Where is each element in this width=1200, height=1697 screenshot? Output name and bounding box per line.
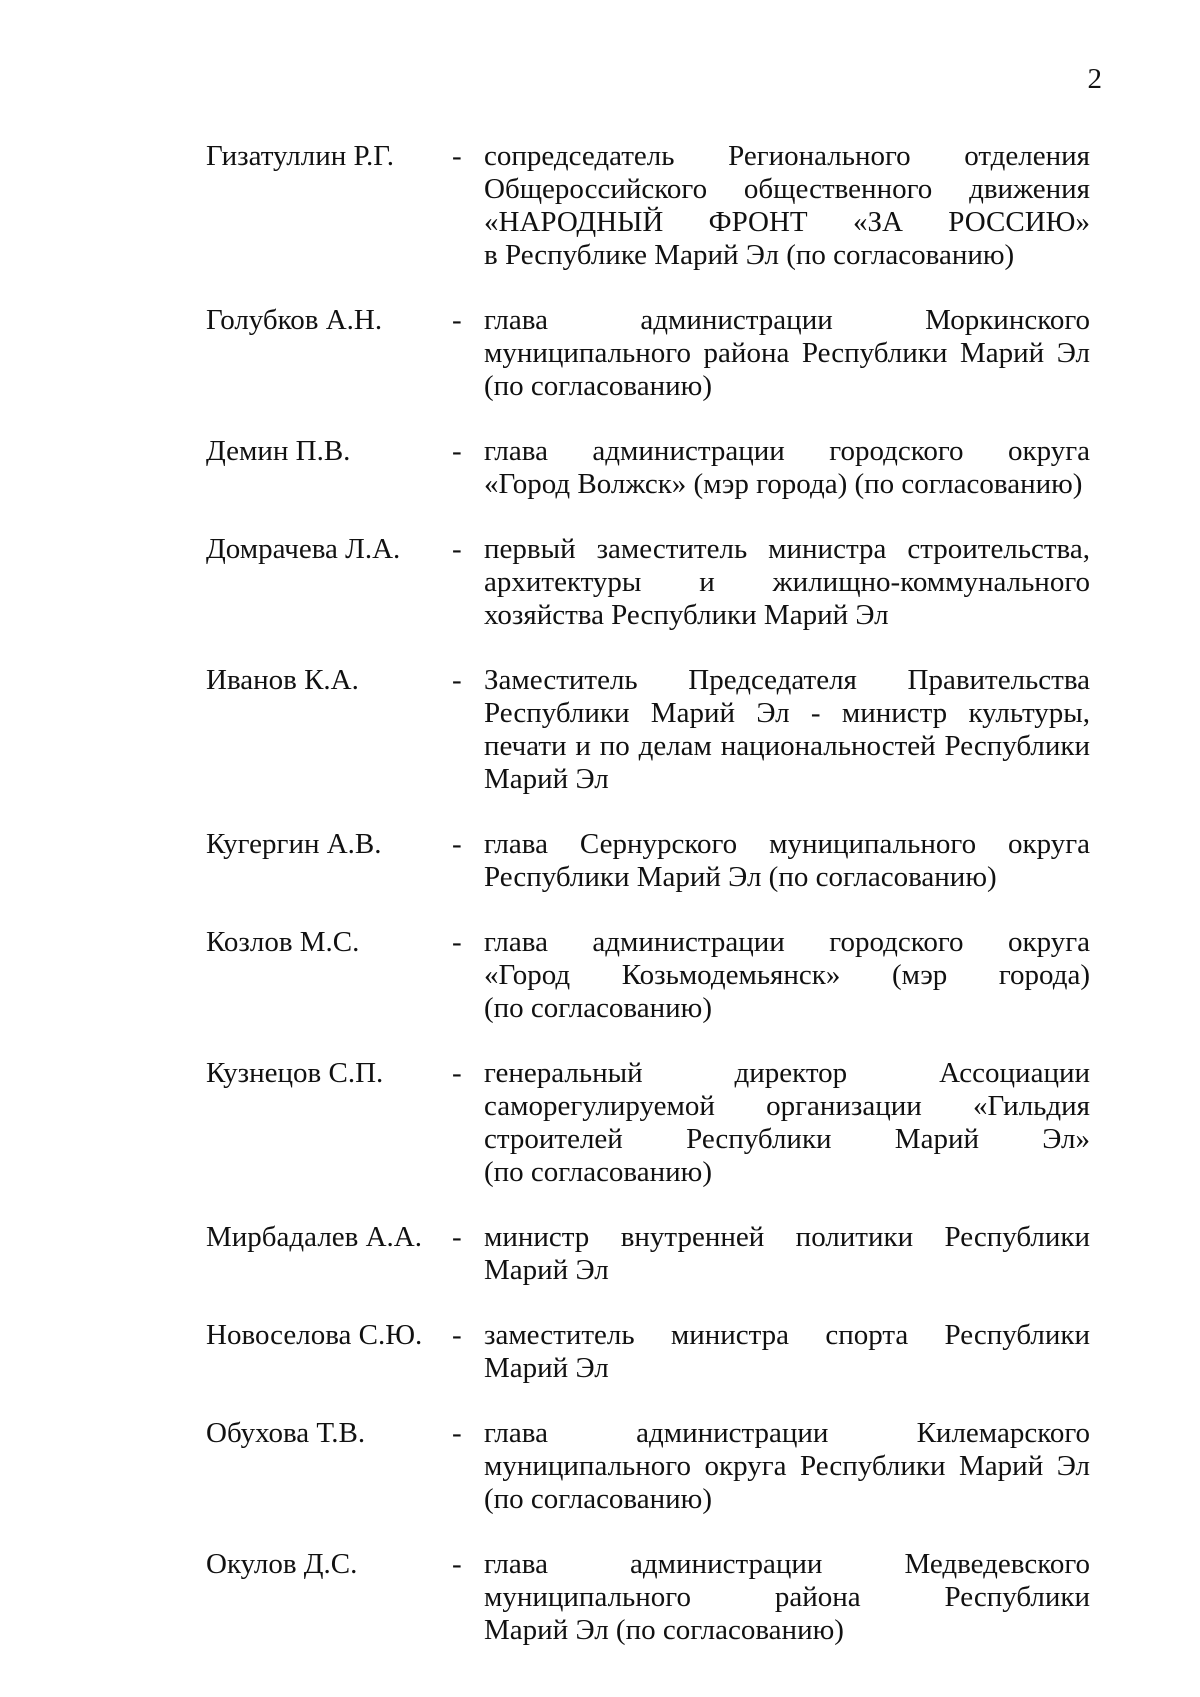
position-line: глава Сернурского муниципального округа [484,828,1090,860]
position-line: Заместитель Председателя Правительства [484,664,1090,696]
member-entry [0,1319,1200,1385]
position-line: глава администрации Медведевского [484,1548,1090,1580]
position-line: хозяйства Республики Марий Эл [484,599,889,631]
member-position [484,1548,1090,1647]
member-name: Демин П.В. [206,435,351,467]
position-line: муниципального района Республики Марий Эл [484,337,1090,369]
member-name: Новоселова С.Ю. [206,1319,423,1351]
member-dash: - [452,435,462,467]
position-line: в Республике Марий Эл (по согласованию) [484,239,1015,271]
member-entry [0,435,1200,501]
member-name: Кугергин А.В. [206,828,382,860]
position-line: саморегулируемой организации «Гильдия [484,1090,1090,1122]
member-position [484,926,1090,1025]
member-name: Иванов К.А. [206,664,359,696]
position-line: архитектуры и жилищно-коммунального [484,566,1090,598]
member-position [484,533,1090,632]
member-dash: - [452,926,462,958]
member-dash: - [452,1548,462,1580]
member-position [484,140,1090,272]
position-line: министр внутренней политики Республики [484,1221,1090,1253]
position-line: Республики Марий Эл (по согласованию) [484,861,997,893]
position-line: Марий Эл (по согласованию) [484,1614,844,1646]
position-line: сопредседатель Регионального отделения [484,140,1090,172]
member-name: Домрачева Л.А. [206,533,401,565]
member-dash: - [452,304,462,336]
position-line: Республики Марий Эл - министр культуры, [484,697,1090,729]
member-dash: - [452,140,462,172]
position-line: (по согласованию) [484,992,712,1024]
member-entry [0,1221,1200,1287]
member-position [484,1221,1090,1287]
member-position [484,1057,1090,1189]
member-dash: - [452,1319,462,1351]
position-line: глава администрации Килемарского [484,1417,1090,1449]
position-line: глава администрации городского округа [484,926,1090,958]
position-line: (по согласованию) [484,1483,712,1515]
member-entry [0,1548,1200,1647]
position-line: (по согласованию) [484,370,712,402]
member-dash: - [452,533,462,565]
member-dash: - [452,828,462,860]
member-name: Голубков А.Н. [206,304,383,336]
position-line: муниципального района Республики [484,1581,1090,1613]
position-line: первый заместитель министра строительства, [484,533,1090,565]
member-position [484,435,1090,501]
member-position [484,828,1090,894]
member-dash: - [452,1221,462,1253]
member-name: Кузнецов С.П. [206,1057,384,1089]
member-position [484,664,1090,796]
member-list [0,140,1200,1647]
member-position [484,1319,1090,1385]
member-entry [0,1417,1200,1516]
position-line: Марий Эл [484,1254,609,1286]
member-name: Козлов М.С. [206,926,360,958]
member-name: Мирбадалев А.А. [206,1221,422,1253]
position-line: строителей Республики Марий Эл» [484,1123,1090,1155]
member-dash: - [452,1417,462,1449]
position-line: глава администрации городского округа [484,435,1090,467]
position-line: «НАРОДНЫЙ ФРОНТ «ЗА РОССИЮ» [484,206,1090,238]
member-dash: - [452,664,462,696]
member-entry [0,828,1200,894]
position-line: Общероссийского общественного движения [484,173,1090,205]
member-name: Обухова Т.В. [206,1417,366,1449]
member-entry [0,664,1200,796]
position-line: муниципального округа Республики Марий Эл [484,1450,1090,1482]
member-dash: - [452,1057,462,1089]
position-line: Марий Эл [484,1352,609,1384]
position-line: заместитель министра спорта Республики [484,1319,1090,1351]
member-entry [0,140,1200,272]
member-position [484,304,1090,403]
position-line: глава администрации Моркинского [484,304,1090,336]
position-line: «Город Волжск» (мэр города) (по согласованию) [484,468,1083,500]
member-entry [0,1057,1200,1189]
member-position [484,1417,1090,1516]
member-entry [0,533,1200,632]
position-line: (по согласованию) [484,1156,712,1188]
position-line: генеральный директор Ассоциации [484,1057,1090,1089]
member-name: Гизатуллин Р.Г. [206,140,395,172]
position-line: «Город Козьмодемьянск» (мэр города) [484,959,1090,991]
member-entry [0,926,1200,1025]
page-number: 2 [1087,63,1102,95]
member-name: Окулов Д.С. [206,1548,358,1580]
position-line: печати и по делам национальностей Республики [484,730,1090,762]
member-entry [0,304,1200,403]
position-line: Марий Эл [484,763,609,795]
